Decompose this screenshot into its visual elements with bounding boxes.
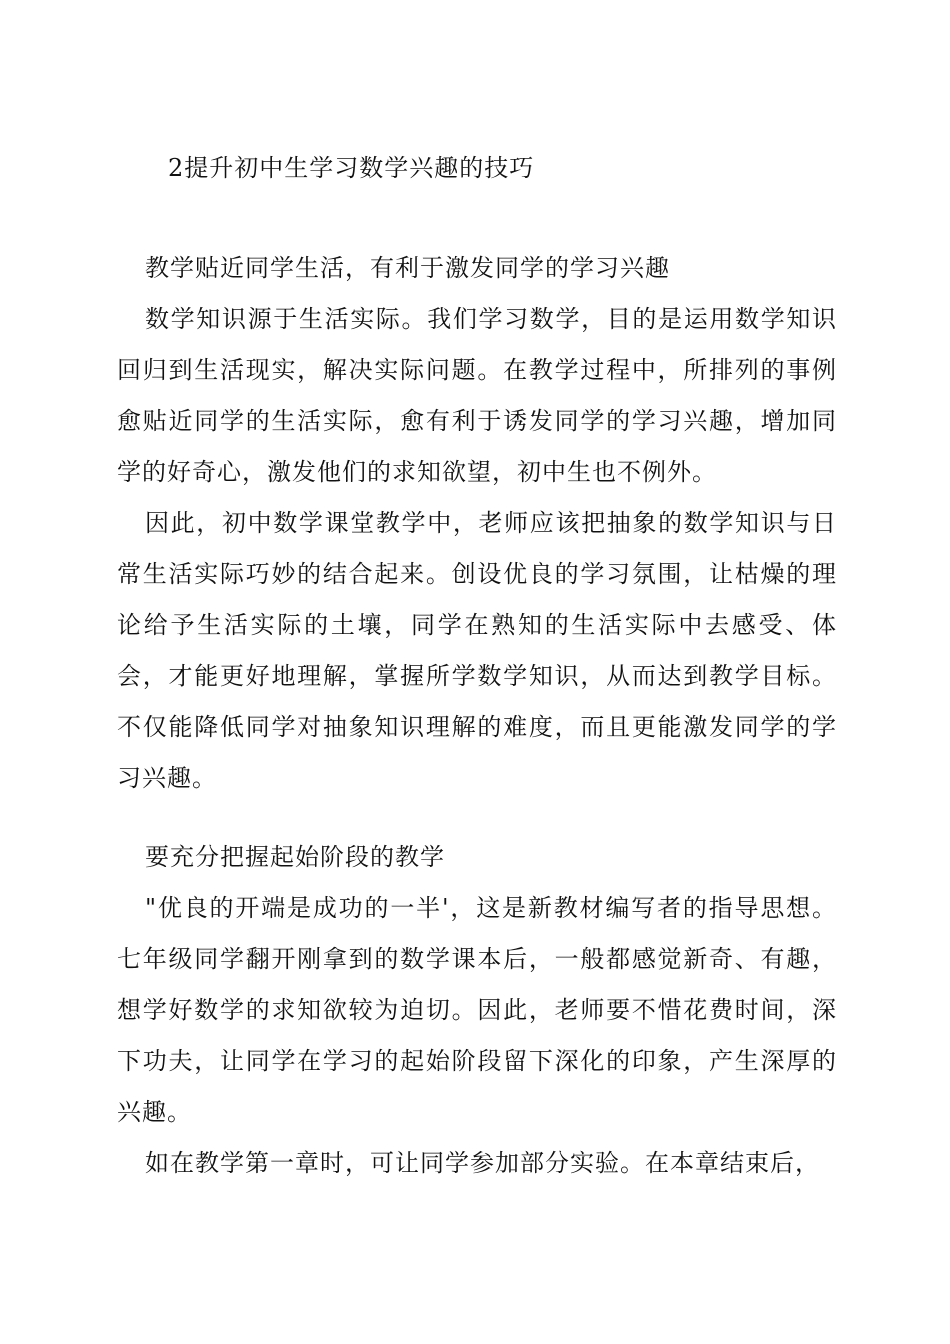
section-heading: 教学贴近同学生活，有利于激发同学的学习兴趣	[145, 254, 670, 282]
section-teaching-close-to-life	[117, 243, 837, 804]
section-heading: 要充分把握起始阶段的教学	[145, 843, 445, 871]
section-initial-stage-teaching	[117, 832, 837, 1189]
paragraph: 数学知识源于生活实际。我们学习数学，目的是运用数学知识回归到生活现实，解决实际问题。在教学过程中，所排列的事例愈贴近同学的生活实际，愈有利于诱发同学的学习兴趣，增加同学的好奇心，激发他们的求知欲望，初中生也不例外。	[117, 305, 837, 486]
paragraph: 因此，初中数学课堂教学中，老师应该把抽象的数学知识与日常生活实际巧妙的结合起来。创设优良的学习氛围，让枯燥的理论给予生活实际的土壤，同学在熟知的生活实际中去感受、体会，才能更好地理解，掌握所学数学知识，从而达到教学目标。不仅能降低同学对抽象知识理解的难度，而且更能激发同学的学习兴趣。	[117, 509, 837, 792]
paragraph: "优良的开端是成功的一半'，这是新教材编写者的指导思想。七年级同学翻开刚拿到的数学课本后，一般都感觉新奇、有趣，想学好数学的求知欲较为迫切。因此，老师要不惜花费时间，深下功夫，让同学在学习的起始阶段留下深化的印象，产生深厚的兴趣。	[117, 894, 837, 1126]
document-title: 2提升初中生学习数学兴趣的技巧	[168, 154, 535, 182]
paragraph: 如在教学第一章时，可让同学参加部分实验。在本章结束后，	[145, 1149, 820, 1177]
